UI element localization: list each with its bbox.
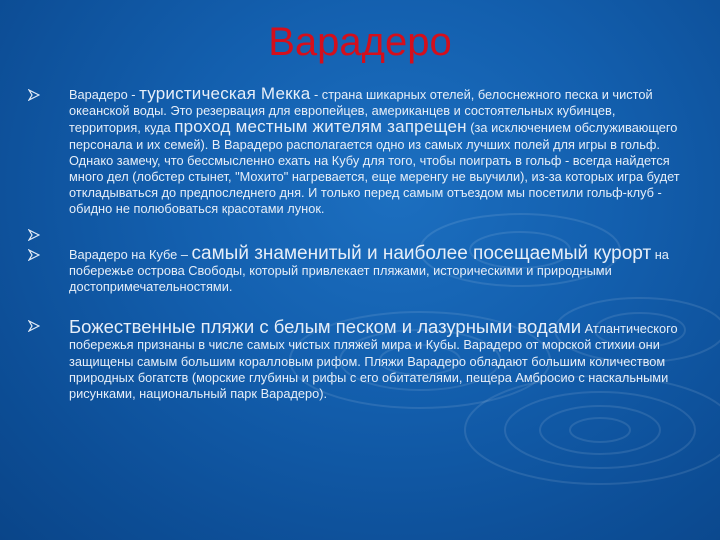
arrow-bullet-icon xyxy=(28,89,40,101)
bullet-item-empty xyxy=(26,226,686,242)
bullet-emphasis: туристическая Мекка xyxy=(139,84,311,103)
bullet-item xyxy=(26,86,686,218)
slide-title: Варадеро xyxy=(268,20,452,64)
bullet-body: (за исключением обслуживающего персонала и их семей). В Варадеро располагается одно из самых лучших полей для игры в гольф. Однако замечу, что бессмысленно ехать на Кубу для того, чтобы поиграть в гольф - всегда найдется много дел (лобстер стынет, "Мохито" нагревается, еще меренгу не выучили), из-за которых игра будет откладываться до предпоследнего дня. И только перед самым отъездом мы посетили гольф-клуб - обидно не полюбоваться красотами лунок. xyxy=(69,120,680,217)
bullet-item xyxy=(26,317,686,402)
bullet-text xyxy=(69,242,686,296)
bullet-emphasis: Божественные пляжи с белым песком и лазурными водами xyxy=(69,316,582,338)
bullet-emphasis: самый знаменитый и наиболее посещаемый курорт xyxy=(191,242,652,264)
arrow-bullet-icon xyxy=(28,249,40,261)
bullet-list xyxy=(26,86,686,402)
bullet-body: Атлантического побережья признаны в числе самых чистых пляжей мира и Кубы. Варадеро от морской стихии они защищены самым большим коралловым рифом. Пляжи Варадеро обладают большим количеством природных богатств (морские глубины и рифы с его обитателями, пещера Амбросио с наскальными рисунками, национальный парк Варадеро). xyxy=(69,321,678,402)
bullet-text xyxy=(69,86,686,218)
bullet-lead: Варадеро на Кубе – xyxy=(69,246,192,262)
bullet-text xyxy=(69,317,686,402)
bullet-item xyxy=(26,242,686,296)
arrow-bullet-icon xyxy=(28,229,40,241)
bullet-body: - страна шикарных отелей, белоснежного песка и чистой океанской воды. Это резервация для европейцев, американцев и состоятельных кубинцев, территория, куда xyxy=(69,87,653,136)
bullet-lead: Варадеро - xyxy=(69,87,140,102)
arrow-bullet-icon xyxy=(28,320,40,332)
bullet-body: на побережье острова Свободы, который привлекает пляжами, историческими и природными достопримечательностями. xyxy=(69,246,669,295)
bullet-emphasis: проход местным жителям запрещен xyxy=(174,117,467,137)
